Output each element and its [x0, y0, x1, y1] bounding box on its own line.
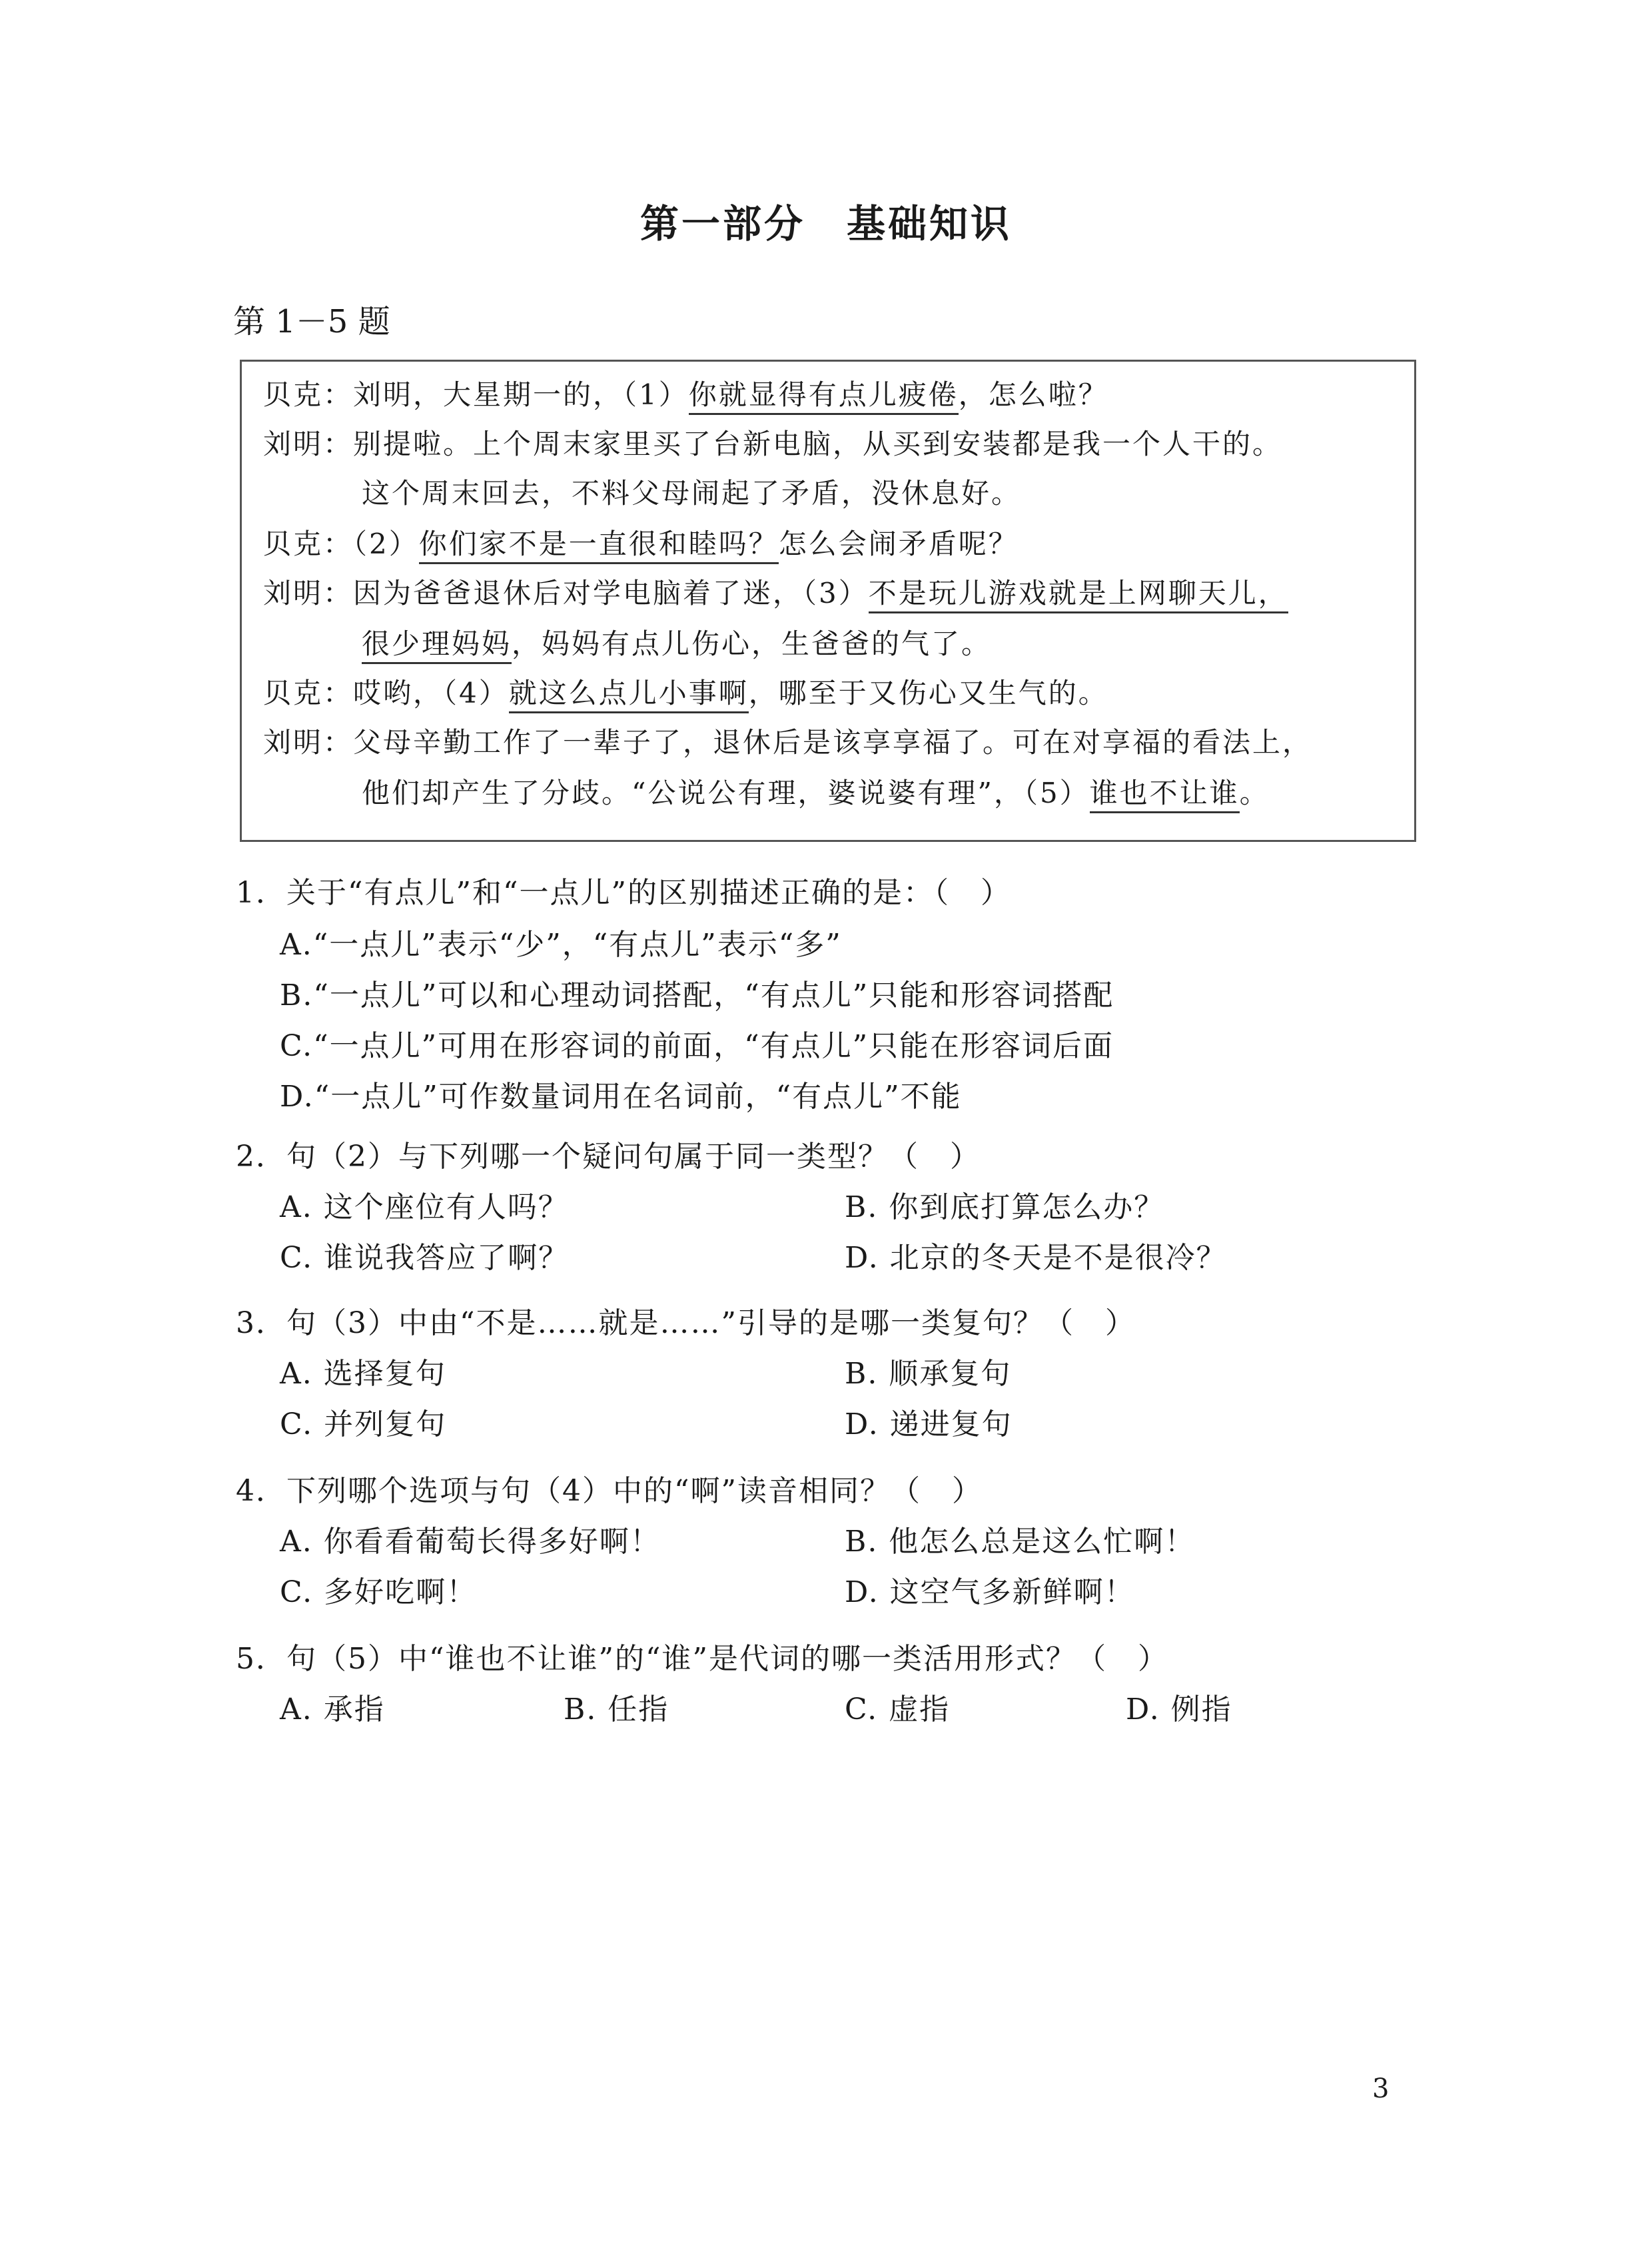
line-text: ，怎么啦？ [958, 378, 1108, 411]
page-number: 3 [1372, 2073, 1390, 2104]
question-1-option-c[interactable]: C.“一点儿”可用在形容词的前面，“有点儿”只能在形容词后面 [280, 1029, 1114, 1063]
underlined-sentence-5: 谁也不让谁 [1090, 777, 1240, 813]
line-text: 因为爸爸退休后对学电脑着了迷，（3） [353, 577, 869, 609]
question-1-option-a[interactable]: A.“一点儿”表示“少”，“有点儿”表示“多” [280, 928, 842, 962]
question-4-option-d[interactable]: D. 这空气多新鲜啊！ [845, 1575, 1135, 1609]
underlined-sentence-3: 不是玩儿游戏就是上网聊天儿， [869, 577, 1288, 613]
question-3-option-b[interactable]: B. 顺承复句 [845, 1357, 1012, 1391]
question-2-option-b[interactable]: B. 你到底打算怎么办？ [845, 1190, 1165, 1224]
question-1-option-d[interactable]: D.“一点儿”可作数量词用在名词前，“有点儿”不能 [280, 1080, 962, 1114]
question-1-stem: 1．关于“有点儿”和“一点儿”的区别描述正确的是：（ ） [236, 876, 1011, 910]
speaker: 贝克： [263, 378, 354, 411]
question-5-option-d[interactable]: D. 例指 [1126, 1692, 1232, 1726]
question-3-option-c[interactable]: C. 并列复句 [280, 1407, 447, 1441]
question-5-option-a[interactable]: A. 承指 [280, 1692, 385, 1726]
line-text: （2） [353, 528, 419, 560]
speaker: 刘明： [263, 577, 354, 609]
dialogue-line [263, 375, 1108, 415]
question-3-stem: 3．句（3）中由“不是……就是……”引导的是哪一类复句？（ ） [236, 1306, 1136, 1340]
question-5-option-b[interactable]: B. 任指 [564, 1692, 669, 1726]
underlined-sentence-3-cont: 很少理妈妈 [362, 627, 512, 664]
dialogue-line [263, 723, 1312, 763]
question-5-stem: 5．句（5）中“谁也不让谁”的“谁”是代词的哪一类活用形式？（ ） [236, 1642, 1168, 1676]
line-text: ，妈妈有点儿伤心，生爸爸的气了。 [512, 627, 992, 660]
line-text: 哎哟，（4） [353, 677, 509, 709]
line-text: 刘明，大星期一的，（1） [353, 378, 689, 411]
dialogue-passage-box [240, 360, 1416, 842]
dialogue-line [263, 573, 1288, 613]
dialogue-line [263, 424, 1282, 464]
underlined-sentence-1: 你就显得有点儿疲倦 [689, 378, 959, 415]
question-5-option-c[interactable]: C. 虚指 [845, 1692, 951, 1726]
speaker: 贝克： [263, 528, 354, 560]
question-4-stem: 4．下列哪个选项与句（4）中的“啊”读音相同？（ ） [236, 1474, 983, 1508]
question-4-option-c[interactable]: C. 多好吃啊！ [280, 1575, 478, 1609]
question-2-option-d[interactable]: D. 北京的冬天是不是很冷？ [845, 1241, 1227, 1275]
speaker: 贝克： [263, 677, 354, 709]
line-text: 怎么会闹矛盾呢？ [778, 528, 1019, 560]
question-4-option-b[interactable]: B. 他怎么总是这么忙啊！ [845, 1525, 1196, 1559]
line-text: 他们却产生了分歧。“公说公有理，婆说婆有理”，（5） [362, 777, 1090, 809]
line-text: 别提啦。上个周末家里买了台新电脑，从买到安装都是我一个人干的。 [353, 428, 1283, 460]
speaker: 刘明： [263, 726, 354, 759]
line-text: 父母辛勤工作了一辈子了，退休后是该享享福了。可在对享福的看法上， [353, 726, 1313, 759]
question-4-option-a[interactable]: A. 你看看葡萄长得多好啊！ [280, 1525, 661, 1559]
question-2-option-a[interactable]: A. 这个座位有人吗？ [280, 1190, 569, 1224]
underlined-sentence-2: 你们家不是一直很和睦吗？ [419, 528, 779, 564]
question-2-option-c[interactable]: C. 谁说我答应了啊？ [280, 1241, 570, 1275]
question-2-stem: 2．句（2）与下列哪一个疑问句属于同一类型？（ ） [236, 1140, 981, 1174]
question-3-option-a[interactable]: A. 选择复句 [280, 1357, 446, 1391]
line-text: 这个周末回去，不料父母闹起了矛盾，没休息好。 [362, 477, 1022, 510]
line-text: ，哪至于又伤心又生气的。 [748, 677, 1108, 709]
dialogue-line [263, 524, 1019, 564]
speaker: 刘明： [263, 428, 354, 460]
dialogue-line [263, 673, 1108, 713]
line-text: 。 [1239, 777, 1270, 809]
underlined-sentence-4: 就这么点儿小事啊 [509, 677, 749, 713]
question-3-option-d[interactable]: D. 递进复句 [845, 1407, 1013, 1441]
dialogue-line [362, 624, 991, 664]
page-title: 第一部分 基础知识 [639, 201, 1012, 246]
dialogue-line [362, 474, 1021, 514]
question-1-option-b[interactable]: B.“一点儿”可以和心理动词搭配，“有点儿”只能和形容词搭配 [280, 978, 1114, 1012]
dialogue-line [362, 773, 1270, 813]
section-label: 第 1－5 题 [233, 303, 390, 340]
